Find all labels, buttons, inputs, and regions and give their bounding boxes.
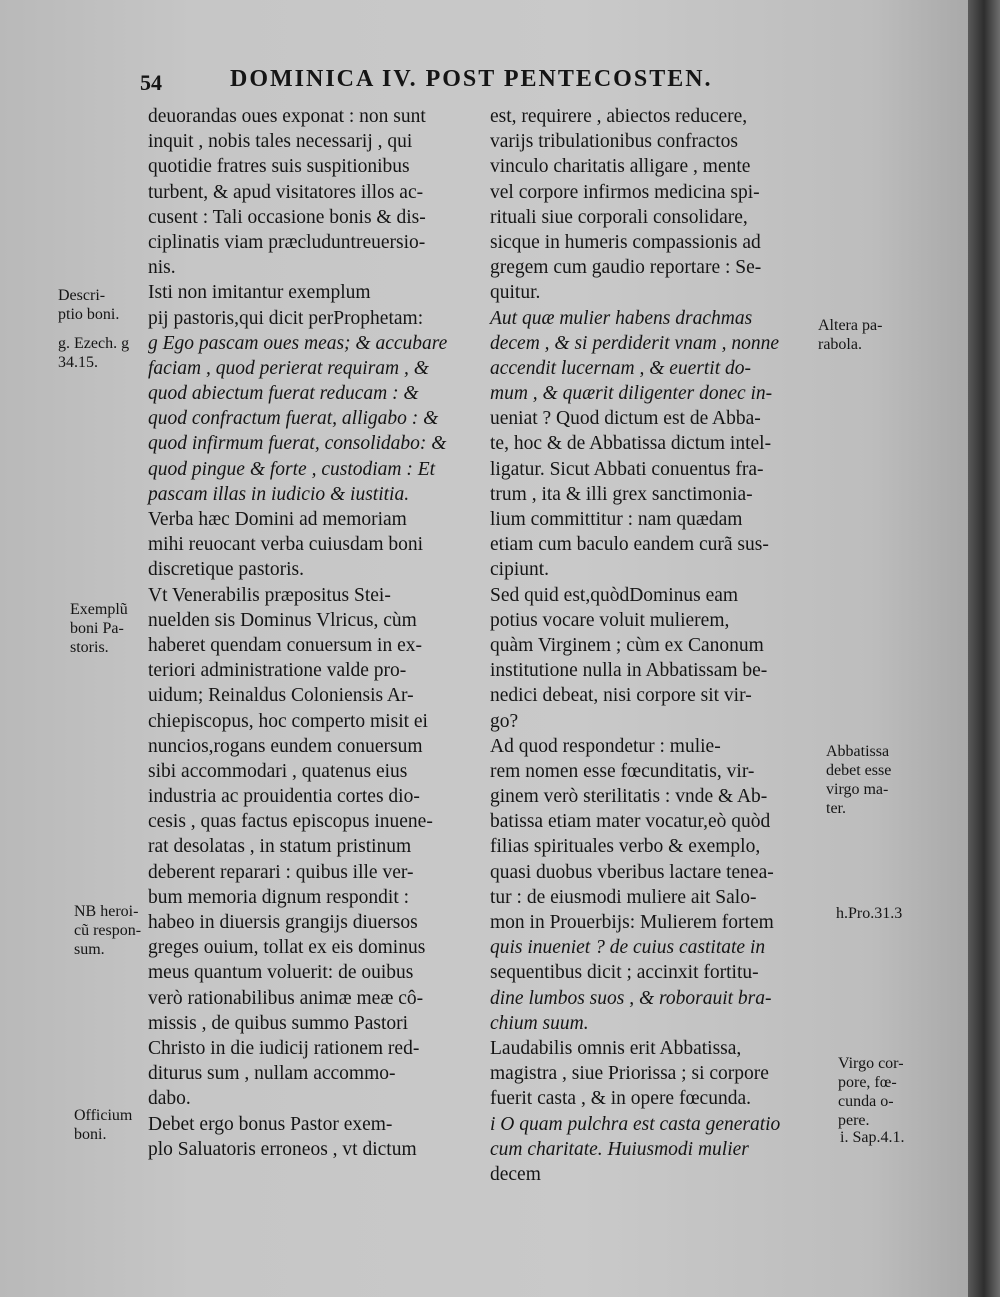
margin-note-line: ptio boni. [58,306,120,323]
text-line: potius vocare voluit mulierem, [490,609,730,631]
margin-note-line: boni Pa- [70,620,124,637]
text-line: decem , & si perdiderit vnam , nonne [490,332,780,354]
text-line: quis inueniet ? de cuius castitate in [490,937,766,959]
text-line: rituali siue corporali consolidare, [490,206,748,228]
text-line: Isti non imitantur exemplum [148,282,371,304]
text-line: pij pastoris,qui dicit perProphetam: [148,307,424,329]
text-line: greges ouium, tollat ex eis dominus [148,937,426,959]
text-line: diturus sum , nullam accommo- [148,1063,396,1085]
text-line: mon in Prouerbijs: Mulierem fortem [490,912,774,933]
text-line: gregem cum gaudio reportare : Se- [490,257,762,279]
text-line: missis , de quibus summo Pastori [148,1012,409,1034]
running-title: DOMINICA IV. POST PENTECOSTEN. [230,66,713,92]
text-line: faciam , quod perierat requiram , & [148,357,429,379]
text-line: teriori administratione valde pro- [148,660,407,682]
text-line: deberent reparari : quibus ille ver- [148,861,414,883]
text-line: quàm Virginem ; cùm ex Canonum [490,634,764,656]
text-line: ciplinatis viam præcluduntreuersio- [148,231,426,253]
margin-note-line: virgo ma- [826,781,889,798]
margin-note-line: Altera pa- [818,317,883,334]
margin-note-ezechiel [58,334,129,372]
text-line: etiam cum baculo eandem curã sus- [490,534,769,556]
text-line: Ad quod respondetur : mulie- [490,735,721,757]
text-line: dabo. [148,1088,191,1110]
margin-note-line: pore, fœ- [838,1074,897,1091]
text-line: go? [490,710,519,732]
text-line: verò rationabilibus animæ meæ cô- [148,987,424,1009]
margin-note-exemplum [70,600,128,657]
text-line: quod pingue & forte , custodiam : Et [148,458,436,480]
text-line: Debet ergo bonus Pastor exem- [148,1113,393,1135]
text-line: pascam illas in iudicio & iustitia. [148,483,410,505]
text-line: mihi reuocant verba cuiusdam boni [148,534,424,556]
text-line: nuncios,rogans eundem conuersum [148,735,423,757]
text-line: quod confractum fuerat, alligabo : & [148,408,439,430]
margin-note-line: cũ respon- [74,922,142,939]
margin-note-officium [74,1106,132,1144]
text-line: meus quantum voluerit: de ouibus [148,962,414,984]
margin-note-line: 34.15. [58,354,98,371]
margin-note-sapientia [840,1128,904,1147]
text-line: cesis , quas factus episcopus inuene- [148,811,433,833]
text-line: vel corpore infirmos medicina spi- [490,181,760,203]
margin-note-virgo [838,1054,904,1130]
text-line: accendit lucernam , & euertit do- [490,357,752,379]
text-line: cum charitate. Huiusmodi mulier [490,1138,749,1160]
text-line: deuorandas oues exponat : non sunt [148,106,426,127]
text-line: g Ego pascam oues meas; & accubare [148,332,448,354]
text-line: rem nomen esse fœcunditatis, vir- [490,760,755,782]
text-line: mum , & quærit diligenter donec in- [490,383,773,405]
margin-note-descriptio [58,286,119,324]
text-line: nuelden sis Dominus Vlricus, cùm [148,609,417,631]
text-line: Vt Venerabilis præpositus Stei- [148,584,391,606]
text-line: lium committitur : nam quædam [490,509,743,530]
page-header [140,66,840,102]
text-line: institutione nulla in Abbatissam be- [490,660,768,682]
text-line: chium suum. [490,1012,589,1034]
page-number: 54 [140,70,162,95]
margin-note-line: ter. [826,800,846,817]
margin-note-line: pere. [838,1112,870,1129]
margin-note-altera-parabola [818,316,882,354]
margin-note-line: Abbatissa [826,743,890,760]
text-line: sequentibus dicit ; accinxit fortitu- [490,962,759,984]
margin-note-line: NB heroi- [74,903,139,920]
text-line: ligatur. Sicut Abbati conuentus fra- [490,458,764,480]
text-line: Verba hæc Domini ad memoriam [148,509,407,530]
text-line: trum , ita & illi grex sanctimonia- [490,483,753,505]
book-gutter [968,0,1000,1297]
text-line: Aut quæ mulier habens drachmas [490,307,753,329]
margin-note-line: h.Pro.31.3 [836,905,903,922]
text-line: plo Saluatoris erroneos , vt dictum [148,1138,417,1160]
text-line: uidum; Reinaldus Coloniensis Ar- [148,685,414,707]
text-line: te, hoc & de Abbatissa dictum intel- [490,433,772,455]
text-line: ueniat ? Quod dictum est de Abba- [490,408,761,430]
text-line: quasi duobus vberibus lactare tenea- [490,861,774,883]
margin-note-line: cunda o- [838,1093,894,1110]
text-line: quotidie fratres suis suspitionibus [148,156,410,178]
text-line: industria ac prouidentia cortes dio- [148,786,420,808]
text-line: turbent, & apud visitatores illos ac- [148,181,424,203]
margin-note-line: Exemplũ [70,601,128,618]
text-line: cipiunt. [490,559,550,581]
margin-note-line: boni. [74,1126,107,1143]
text-line: Christo in die iudicij rationem red- [148,1037,420,1059]
text-line: decem [490,1163,541,1185]
text-line: quod infirmum fuerat, consolidabo: & [148,433,447,455]
text-line: chiepiscopus, hoc comperto misit ei [148,710,428,732]
text-line: cusent : Tali occasione bonis & dis- [148,206,426,228]
text-line: filias spirituales verbo & exemplo, [490,836,761,858]
text-line: nis. [148,257,176,279]
text-line: discretique pastoris. [148,559,304,581]
text-line: i O quam pulchra est casta generatio [490,1113,781,1135]
text-line: sicque in humeris compassionis ad [490,231,761,253]
text-line: batissa etiam mater vocatur,eò quòd [490,811,771,833]
margin-note-line: debet esse [826,762,892,779]
text-line: rat desolatas , in statum pristinum [148,836,412,858]
text-line: bum memoria dignum respondit : [148,886,410,908]
text-line: tur : de eiusmodi muliere ait Salo- [490,886,757,908]
margin-note-line: rabola. [818,336,862,353]
text-line: Sed quid est,quòdDominus eam [490,584,739,606]
margin-note-nb-heroicum [74,902,141,959]
left-text-column [148,104,488,1162]
margin-note-line: i. Sap.4.1. [840,1129,905,1146]
text-line: Laudabilis omnis erit Abbatissa, [490,1037,742,1059]
margin-note-line: storis. [70,639,109,656]
right-text-column [490,104,820,1187]
text-line: ginem verò sterilitatis : vnde & Ab- [490,786,768,808]
text-line: vinculo charitatis alligare , mente [490,156,751,178]
text-line: magistra , siue Priorissa ; si corpore [490,1063,769,1085]
text-line: nedici debeat, nisi corpore sit vir- [490,685,752,707]
text-line: sibi accommodari , quatenus eius [148,760,408,782]
margin-note-line: sum. [74,941,105,958]
margin-note-proverbia [836,904,902,923]
margin-note-abbatissa [826,742,891,818]
text-line: haberet quendam conuersum in ex- [148,634,422,656]
text-line: dine lumbos suos , & roborauit bra- [490,987,772,1009]
margin-note-line: Descri- [58,287,106,304]
margin-note-line: Virgo cor- [838,1055,904,1072]
margin-note-line: g. Ezech. g [58,335,130,352]
text-line: inquit , nobis tales necessarij , qui [148,131,413,153]
margin-note-line: Officium [74,1107,133,1124]
text-line: fuerit casta , & in opere fœcunda. [490,1088,751,1110]
text-line: habeo in diuersis grangijs diuersos [148,912,418,933]
text-line: quod abiectum fuerat reducam : & [148,383,419,405]
text-line: quitur. [490,282,541,304]
text-line: est, requirere , abiectos reducere, [490,106,748,127]
text-line: varijs tribulationibus confractos [490,131,739,153]
